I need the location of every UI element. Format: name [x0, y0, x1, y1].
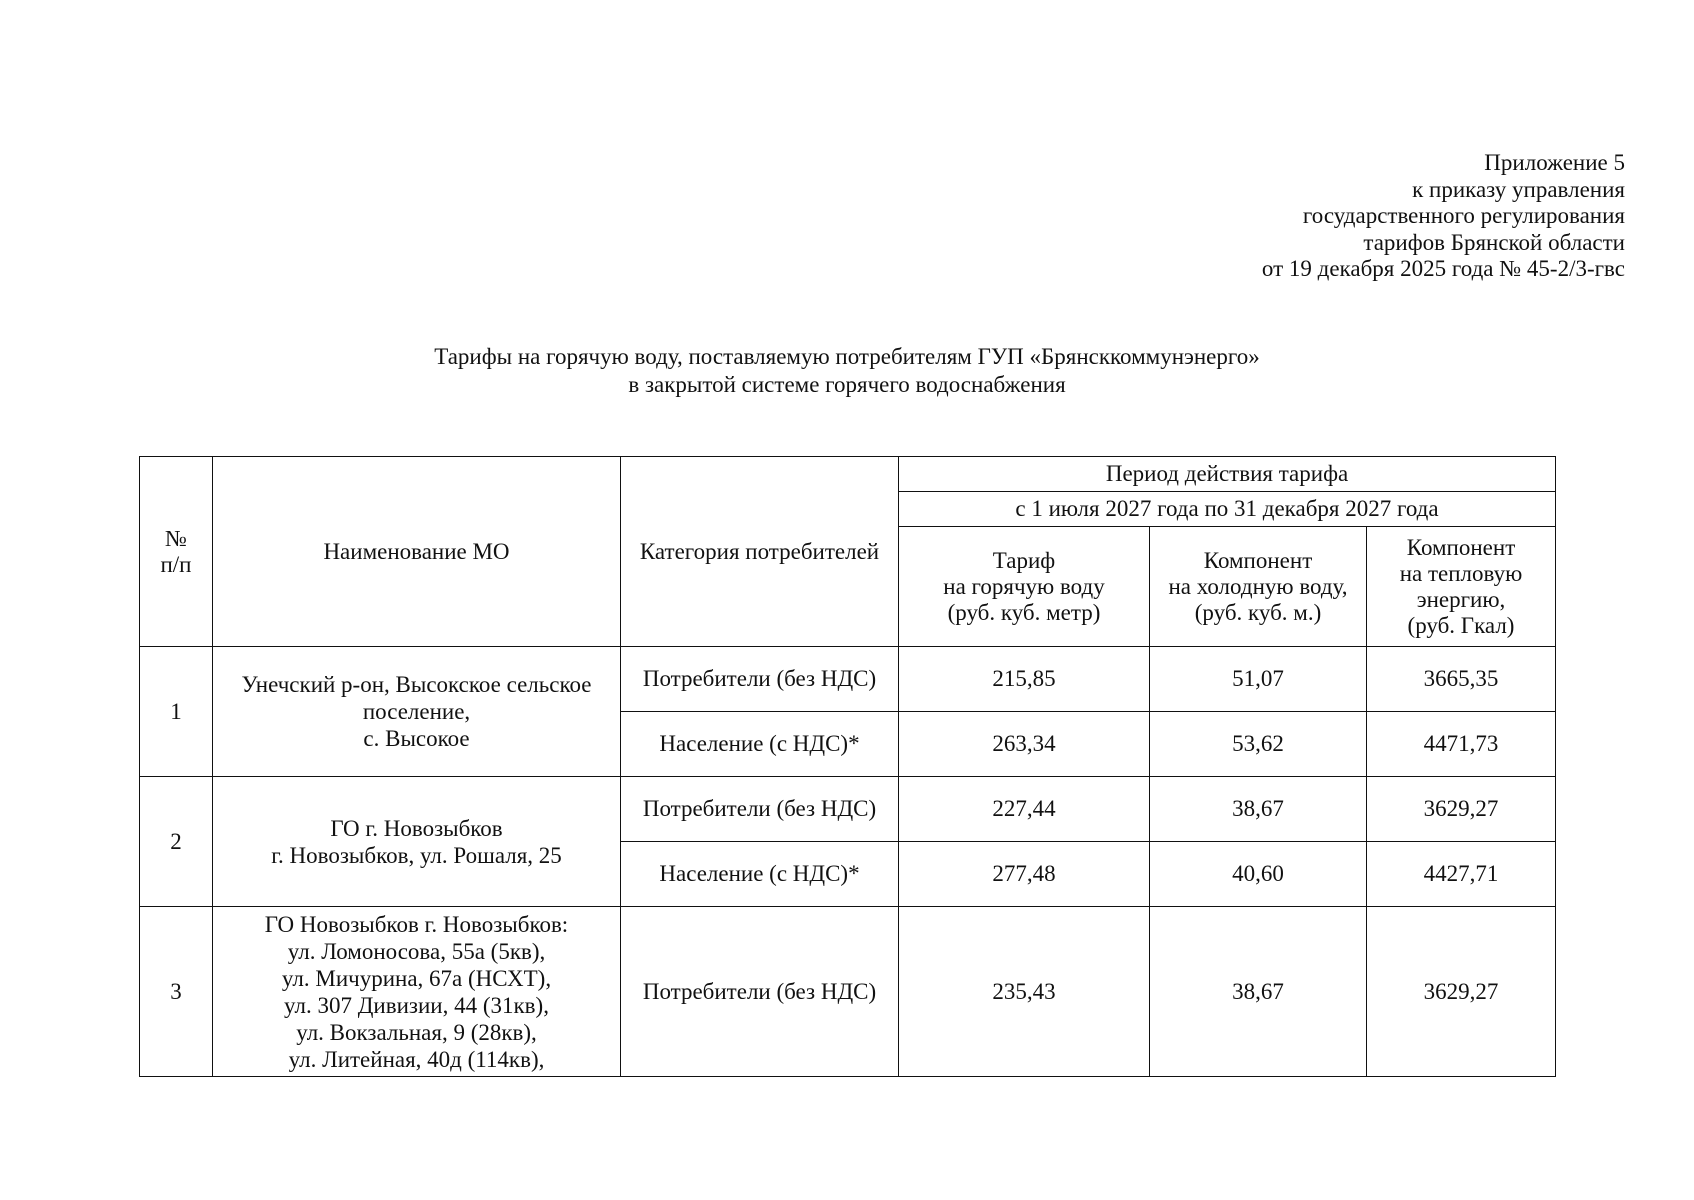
header-cold-line: на холодную воду, [1168, 573, 1348, 599]
header-row-period [140, 457, 1556, 492]
cold-water-value: 51,07 [1150, 647, 1367, 712]
consumer-category: Потребители (без НДС) [621, 647, 899, 712]
header-heat [1367, 527, 1556, 647]
mo-name-line: ГО Новозыбков г. Новозыбков: [264, 911, 569, 937]
row-num: 1 [140, 647, 213, 777]
header-heat-line: Компонент [1406, 534, 1516, 560]
header-tariff-line: (руб. куб. метр) [947, 599, 1101, 625]
mo-name-line: г. Новозыбков, ул. Рошаля, 25 [271, 842, 562, 868]
header-num [140, 457, 213, 647]
mo-name-line: ул. Литейная, 40д (114кв), [288, 1046, 545, 1072]
header-dates: с 1 июля 2027 года по 31 декабря 2027 года [899, 492, 1556, 527]
header-cold [1150, 527, 1367, 647]
heat-energy-value: 4471,73 [1367, 712, 1556, 777]
appendix-header-line: государственного регулирования [1302, 203, 1625, 228]
header-num-line: п/п [160, 551, 192, 577]
header-mo: Наименование МО [213, 457, 621, 647]
cold-water-value: 38,67 [1150, 907, 1367, 1077]
document-title [0, 343, 1694, 399]
mo-name [213, 907, 621, 1077]
tariff-value: 227,44 [899, 777, 1150, 842]
tariff-value: 263,34 [899, 712, 1150, 777]
title-line-1: Тарифы на горячую воду, поставляемую потребителям ГУП «Брянсккоммунэнерго» [434, 344, 1260, 369]
appendix-header-line: тарифов Брянской области [1363, 229, 1625, 255]
mo-name-line: ул. Вокзальная, 9 (28кв), [296, 1019, 537, 1045]
title-line-2: в закрытой системе горячего водоснабжения [628, 372, 1066, 397]
table-row [140, 777, 1556, 842]
appendix-header [1262, 150, 1625, 283]
mo-name [213, 647, 621, 777]
tariff-value: 215,85 [899, 647, 1150, 712]
mo-name-line: ГО г. Новозыбков [330, 815, 503, 841]
tariff-value: 235,43 [899, 907, 1150, 1077]
appendix-header-line: к приказу управления [1412, 176, 1625, 202]
header-num-line: № [165, 525, 187, 551]
heat-energy-value: 3629,27 [1367, 907, 1556, 1077]
header-cold-line: Компонент [1203, 547, 1313, 573]
header-period: Период действия тарифа [899, 457, 1556, 492]
header-heat-line: энергию, [1416, 586, 1506, 612]
appendix-header-line: Приложение 5 [1484, 150, 1625, 175]
tariff-value: 277,48 [899, 842, 1150, 907]
heat-energy-value: 3665,35 [1367, 647, 1556, 712]
appendix-header-line: от 19 декабря 2025 года № 45-2/3-гвс [1261, 256, 1625, 281]
mo-name-line: поселение, [362, 699, 471, 724]
consumer-category: Потребители (без НДС) [621, 777, 899, 842]
header-heat-line: (руб. Гкал) [1407, 612, 1515, 638]
consumer-category: Население (с НДС)* [621, 842, 899, 907]
row-num: 2 [140, 777, 213, 907]
header-tariff [899, 527, 1150, 647]
cold-water-value: 38,67 [1150, 777, 1367, 842]
cold-water-value: 53,62 [1150, 712, 1367, 777]
header-cold-line: (руб. куб. м.) [1194, 599, 1322, 625]
row-num: 3 [140, 907, 213, 1077]
table-row [140, 647, 1556, 712]
header-tariff-line: Тариф [992, 547, 1056, 573]
cold-water-value: 40,60 [1150, 842, 1367, 907]
mo-name-line: ул. Мичурина, 67а (НСХТ), [281, 965, 552, 991]
header-tariff-line: на горячую воду [943, 573, 1105, 599]
mo-name-line: с. Высокое [363, 726, 470, 751]
mo-name-line: ул. Ломоносова, 55а (5кв), [287, 938, 546, 964]
header-heat-line: на тепловую [1399, 560, 1523, 586]
header-category: Категория потребителей [621, 457, 899, 647]
mo-name-line: Унечский р-он, Высокское сельское [241, 672, 592, 697]
consumer-category: Население (с НДС)* [621, 712, 899, 777]
heat-energy-value: 4427,71 [1367, 842, 1556, 907]
tariff-table [139, 456, 1556, 1077]
heat-energy-value: 3629,27 [1367, 777, 1556, 842]
mo-name [213, 777, 621, 907]
table-row [140, 907, 1556, 1077]
consumer-category: Потребители (без НДС) [621, 907, 899, 1077]
mo-name-line: ул. 307 Дивизии, 44 (31кв), [284, 992, 549, 1018]
